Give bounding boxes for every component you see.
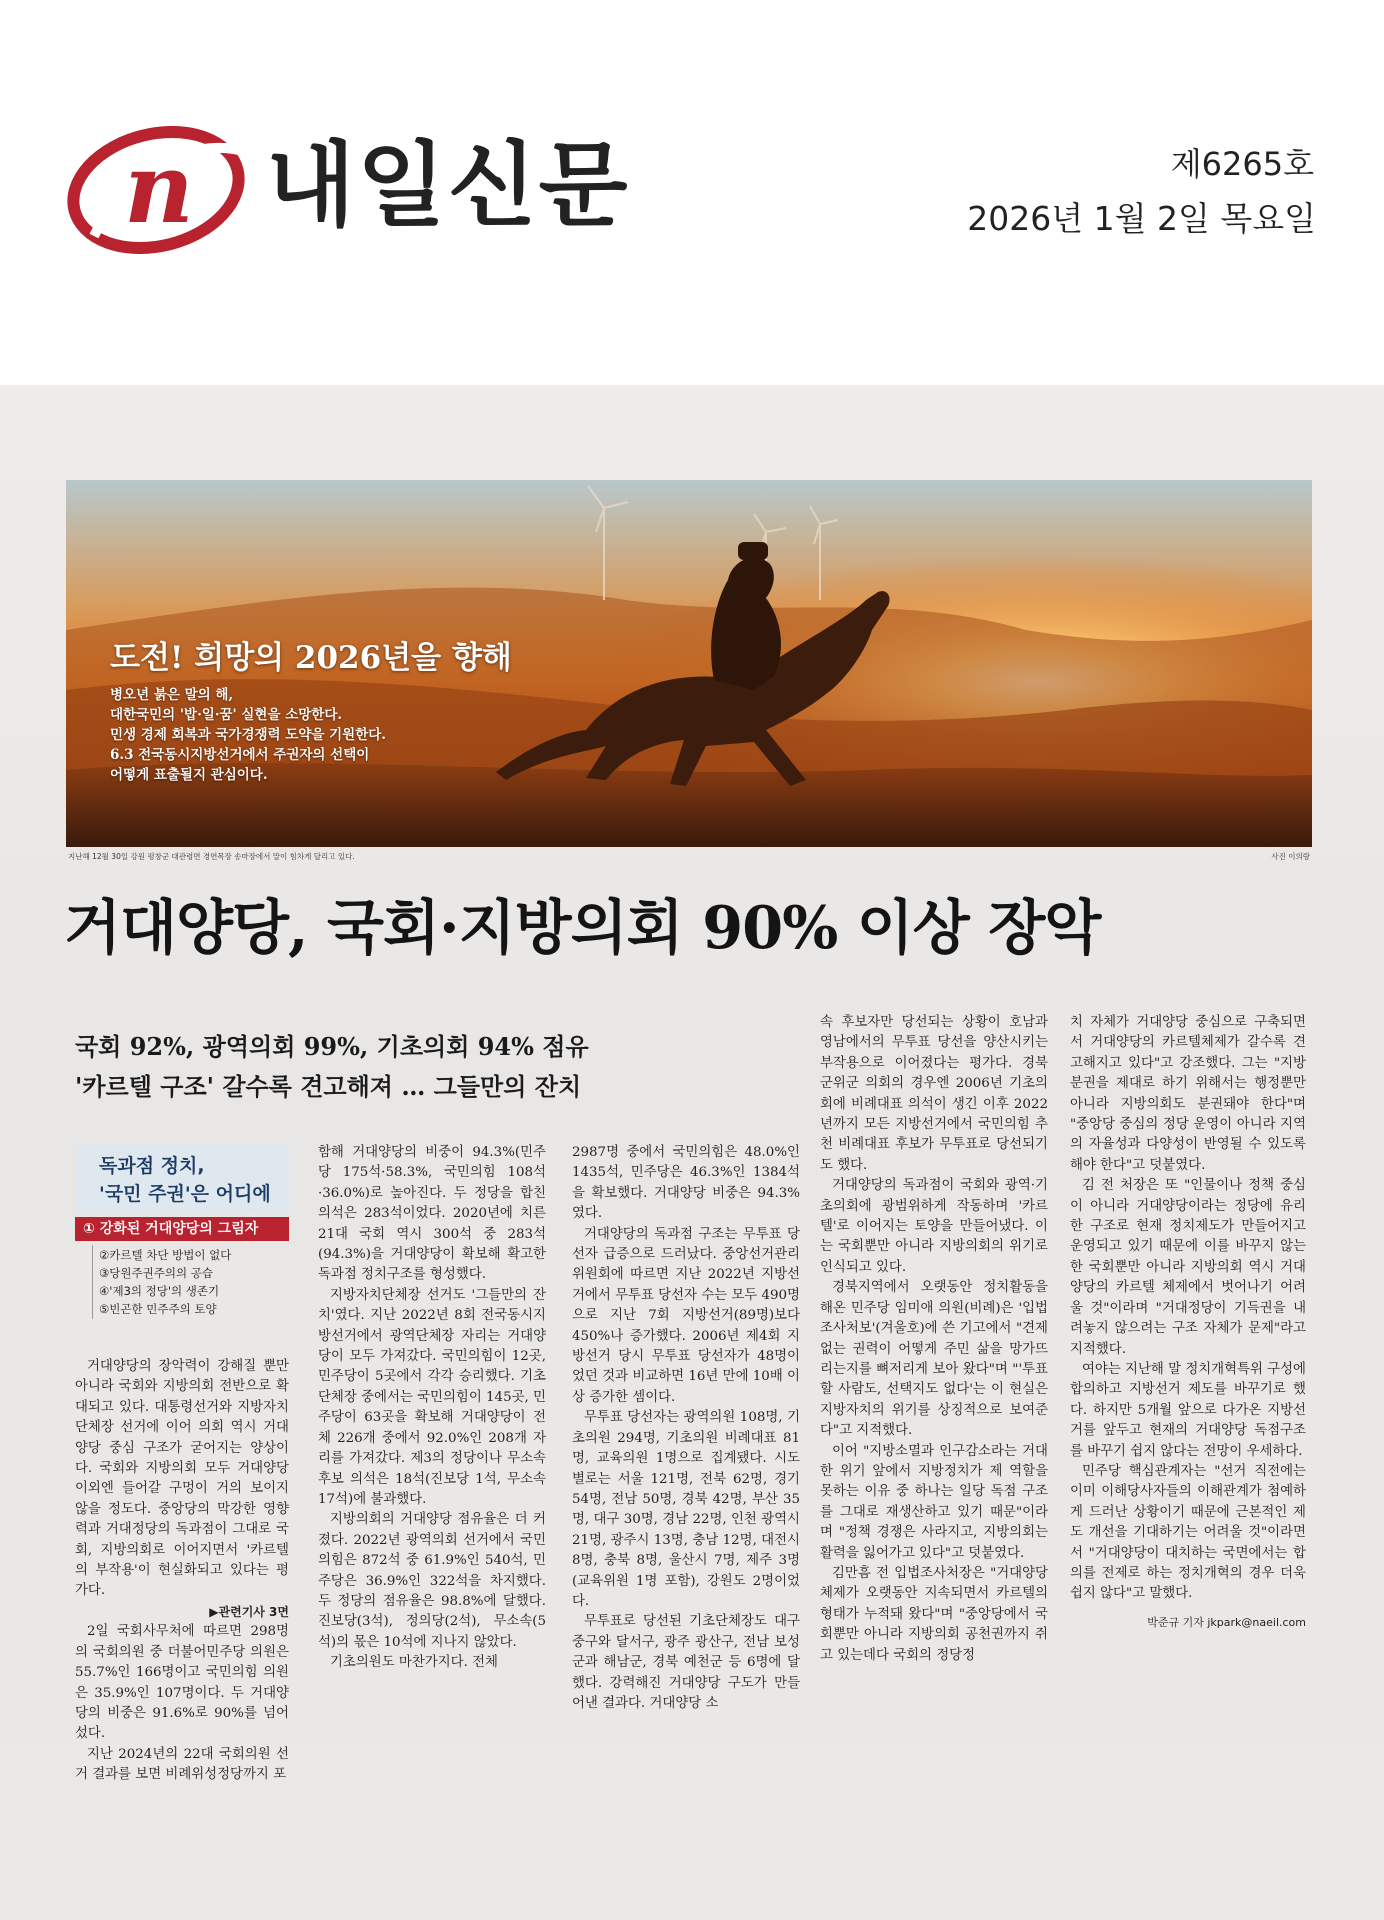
series-item: ③당원주권주의의 공습 [99,1266,213,1280]
series-box [75,1143,289,1321]
paragraph: 여야는 지난해 말 정치개혁특위 구성에 합의하고 지방선거 제도를 바꾸기로 했다. 하지만 5개월 앞으로 다가온 지방선거를 앞두고 현재의 거대양당 독점구조를 바꾸기 쉽지 않다는 전망이 우세하다. [1070,1361,1306,1459]
paragraph: 무투표로 당선된 기초단체장도 대구 중구와 달서구, 광주 광산구, 전남 보성군과 해남군, 경북 예천군 등 6명에 달했다. 강력해진 거대양당 구도가 만들어낸 결과다. 거대양당 소 [572,1614,800,1711]
hero-line: 병오년 붉은 말의 해, [110,687,234,703]
series-title: 독과점 정치, [99,1155,205,1177]
paragraph: 이어 "지방소멸과 인구감소라는 거대한 위기 앞에서 지방정치가 제 역할을 못하는 이유 중 하나는 일당 독점 구조를 그대로 재생산하고 있기 때문"이라며 "정책 경쟁은 사라지고, 지방의회는 활력을 잃어가고 있다"고 덧붙였다. [820,1443,1048,1561]
subhead: 국회 92%, 광역의회 99%, 기초의회 94% 점유 [75,1032,589,1061]
masthead [0,0,1384,385]
paragraph: 기초의원도 마찬가지다. 전체 [330,1655,498,1671]
paragraph: 민주당 핵심관계자는 "선거 직전에는 이미 이해당사자들의 이해관계가 첨예하게 드러난 상황이기 때문에 근본적인 제도 개선을 기대하기는 어려울 것"이라면서 "거대양당이 대치하는 국면에서는 합의를 전제로 하는 정치개혁의 경우 더욱 쉽지 않다"고 말했다. [1070,1463,1306,1602]
paragraph: 속 후보자만 당선되는 상황이 호남과 영남에서의 무투표 당선을 양산시키는 부작용으로 이어졌다는 평가다. 경북 군위군 의회의 경우엔 2006년 기초의회에 비례대표 의석이 생긴 이후 2022년까지 모든 지방선거에서 국민의힘 추천 비례대표 후보가 무투표로 당선되기도 했다. [820,1015,1048,1173]
article-column-1 [75,1357,289,1786]
hero-title: 도전! 희망의 2026년을 향해 [110,640,512,676]
paragraph: 경북지역에서 오랫동안 정치활동을 해온 민주당 임미애 의원(비례)은 '입법조사처보'(겨울호)에 쓴 기고에서 "견제 없는 권력이 어떻게 주민 삶을 망가뜨리는지를 뼈저리게 보아 왔다"며 "'투표할 사람도, 선택지도 없다'는 이 현실은 지방자치의 위기를 상징적으로 보여준다"고 지적했다. [820,1280,1048,1439]
issue-date: 2026년 1월 2일 목요일 [967,199,1316,238]
article-column-2 [318,1143,546,1674]
main-headline[interactable]: 거대양당, 국회·지방의회 90% 이상 장악 [64,893,1101,962]
paragraph: 2987명 중에서 국민의힘은 48.0%인 1435석, 민주당은 46.3%인 1384석을 확보했다. 거대양당 비중은 94.3%였다. [572,1145,800,1222]
hero-line: 6.3 전국동시지방선거에서 주권자의 선택이 [110,747,370,763]
subhead: '카르텔 구조' 갈수록 견고해져 … 그들만의 잔치 [75,1072,582,1101]
series-divider [92,1245,93,1319]
issue-number: 제6265호 [1170,145,1314,183]
related-article-link[interactable]: ▶관련기사 3면 [209,1604,289,1619]
paragraph: 지방의회의 거대양당 점유율은 더 커졌다. 2022년 광역의회 선거에서 국민의힘은 872석 중 61.9%인 540석, 민주당은 36.9%인 322석을 차지했다. 두 정당의 점유율은 98.8%에 달했다. 진보당(3석), 정의당(2석), 무소속(5석)의 몫은 10석에 지나지 않았다. [318,1512,546,1650]
series-item: ②카르텔 차단 방법이 없다 [99,1248,232,1262]
brand-name[interactable]: 내일신문 [266,132,630,239]
paragraph: 거대양당의 장악력이 강해질 뿐만 아니라 국회와 지방의회 전반으로 확대되고 있다. 대통령선거와 지방자치단체장 선거에 이어 의회 역시 거대양당 중심 구조가 굳어지는 양상이다. 국회와 지방의회 모두 거대양당 이외엔 들어갈 구멍이 거의 보이지 않을 정도다. 중앙당의 막강한 영향력과 거대정당의 독과점이 그대로 국회, 지방의회로 이어지면서 '카르텔의 부작용'이 현실화되고 있다는 평가다. [75,1359,289,1599]
series-title: '국민 주권'은 어디에 [99,1183,271,1205]
series-current-part: ① 강화된 거대양당의 그림자 [75,1217,289,1241]
article-column-5 [1070,1013,1306,1633]
byline[interactable]: 박준규 기자 jkpark@naeil.com [1147,1615,1306,1629]
paragraph: 거대양당의 독과점이 국회와 광역·기초의회에 광범위하게 작동하며 '카르텔'로 이어지는 토양을 만들어냈다. 이는 국회뿐만 아니라 지방의회의 위기로 인식되고 있다. [820,1178,1048,1275]
paragraph: 2일 국회사무처에 따르면 298명의 국회의원 중 더불어민주당 의원은 55.7%인 166명이고 국민의힘 의원은 35.9%인 107명이다. 두 거대양당의 비중은 91.6%로 90%를 넘어섰다. [75,1624,289,1742]
hero-line: 어떻게 표출될지 관심이다. [110,767,268,783]
series-item: ⑤빈곤한 민주주의 토양 [99,1302,217,1316]
paragraph: 무투표 당선자는 광역의원 108명, 기초의원 294명, 기초의원 비례대표 81명, 교육의원 1명으로 집계됐다. 시도별로는 서울 121명, 전북 62명, 경기 54명, 전남 50명, 경북 42명, 부산 35명, 대구 30명, 경남 22명, 인천 광역시 21명, 광주시 13명, 충남 12명, 대전시 8명, 충북 8명, 울산시 7명, 제주 3명(교육위원 1명 포함), 강원도 2명이었다. [572,1410,800,1609]
paragraph: 함해 거대양당의 비중이 94.3%(민주당 175석·58.3%, 국민의힘 108석·36.0%)로 높아진다. 두 정당을 합친 의석은 283석이었다. 2020년에 치른 21대 국회 역시 300석 중 283석(94.3%)을 거대양당이 확보해 확고한 독과점 정치구조를 형성했다. [318,1145,546,1283]
series-item: ④'제3의 정당'의 생존기 [99,1284,220,1298]
naeil-logo-icon [64,118,254,258]
paragraph: 지방자치단체장 선거도 '그들만의 잔치'였다. 지난 2022년 8회 전국동시지방선거에서 광역단체장 자리는 거대양당이 모두 가져갔다. 국민의힘이 12곳, 민주당이 5곳에서 각각 승리했다. 기초단체장 중에서는 국민의힘이 145곳, 민주당이 63곳을 확보해 거대양당이 전체 226개 중에서 92.0%인 208개 자리를 가져갔다. 제3의 정당이나 무소속 후보 의석은 18석(진보당 1석, 무소속 17석)에 불과했다. [318,1287,546,1507]
paragraph: 김 전 처장은 또 "인물이나 정책 중심이 아니라 거대양당이라는 정당에 유리한 구조로 현재 정치제도가 만들어지고 운영되고 있기 때문에 이를 바꾸지 않는 한 국회뿐만 아니라 지방의회 역시 거대양당의 카르텔 체제에서 벗어나기 어려울 것"이라며 "거대정당이 기득권을 내려놓지 않으려는 구조 자체가 문제"라고 지적했다. [1070,1178,1306,1357]
front-page [0,385,1384,1920]
article-column-4 [820,1013,1048,1666]
hero-line: 민생 경제 회복과 국가경쟁력 도약을 기원한다. [110,727,386,743]
paragraph: 김만흠 전 입법조사처장은 "거대양당 체제가 오랫동안 지속되면서 카르텔의 형태가 누적돼 왔다"며 "중앙당에서 국회뿐만 아니라 지방의회 공천권까지 쥐고 있는데다 국회의 정당정 [820,1565,1048,1663]
paragraph: 지난 2024년의 22대 국회의원 선거 결과를 보면 비례위성정당까지 포 [75,1746,289,1783]
hero-line: 대한국민의 '밥·일·꿈' 실현을 소망한다. [110,707,343,723]
photo-credit: 사진 이의랑 [1271,852,1310,861]
article-column-3 [572,1143,800,1714]
logo-letter: n [124,132,194,245]
photo-caption: 지난해 12월 30일 강원 평창군 대관령면 경연목장 송마장에서 말이 힘차게 달리고 있다. [68,852,355,861]
paragraph: 거대양당의 독과점 구조는 무투표 당선자 급증으로 드러났다. 중앙선거관리위원회에 따르면 지난 2022년 지방선거에서 무투표 당선자 수는 모두 490명으로 지난 7회 지방선거(89명)보다 450%나 증가했다. 2006년 제4회 지방선거 당시 무투표 당선자가 48명이었던 것과 비교하면 16년 만에 10배 이상 증가한 셈이다. [572,1226,800,1405]
paragraph: 치 자체가 거대양당 중심으로 구축되면서 거대양당의 카르텔체제가 갈수록 견고해지고 있다"고 강조했다. 그는 "지방분권을 제대로 하기 위해서는 행정뿐만 아니라 지방의회도 분권돼야 한다"며 "중앙당 중심의 정당 운영이 아니라 지역의 자율성과 다양성이 반영될 수 있도록 해야 한다"고 덧붙였다. [1070,1015,1306,1173]
hero-photo [66,480,1312,847]
